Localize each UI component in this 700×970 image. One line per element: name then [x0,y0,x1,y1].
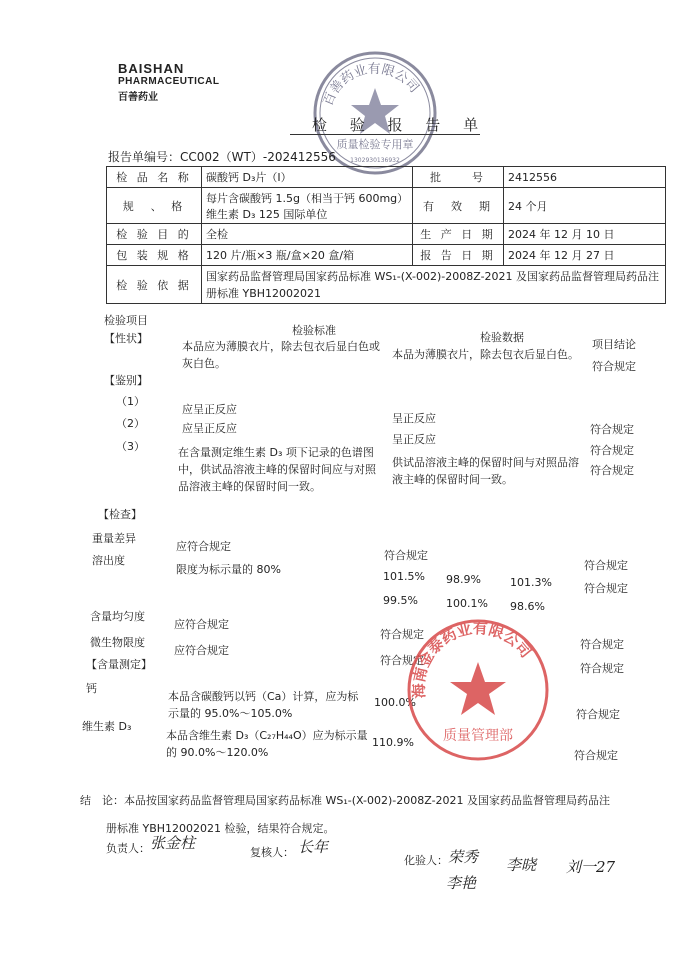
logo-english-sub: PHARMACEUTICAL [118,76,220,87]
column-conclusion: 项目结论 [592,338,636,351]
vitamin-d3-label: 维生素 D₃ [82,720,132,733]
document-title: 检 验 报 告 单 [312,116,488,134]
id-result-3: 符合规定 [590,464,634,477]
dissolution-value-6: 98.6% [510,600,545,613]
report-date-label: 报 告 日 期 [413,245,504,266]
package-value: 120 片/瓶×3 瓶/盒×20 盒/箱 [202,245,413,266]
conclusion-line-2: 册标准 YBH12002021 检验，结果符合规定。 [106,822,335,835]
id-result-2: 符合规定 [590,444,634,457]
id-std-1: 应呈正反应 [182,403,237,416]
dissolution-value-4: 99.5% [383,594,418,607]
dissolution-label: 溶出度 [92,554,125,567]
calcium-label: 钙 [86,682,97,695]
id-std-2: 应呈正反应 [182,422,237,435]
batch-value: 2412556 [504,167,666,188]
production-date-value: 2024 年 12 月 10 日 [504,224,666,245]
svg-text:1302930136932: 1302930136932 [350,157,400,164]
uniformity-label: 含量均匀度 [90,610,145,623]
tester-signature-3: 李晓 [506,856,537,874]
vitamin-d3-data: 110.9% [372,736,414,749]
vitamin-d3-standard: 本品含维生素 D₃（C₂₇H₄₄O）应为标示量的 90.0%～120.0% [166,729,368,759]
microbial-standard: 应符合规定 [174,644,229,657]
spec-line-1: 每片含碳酸钙 1.5g（相当于钙 600mg） [206,191,409,205]
spec-value [202,188,413,224]
tester-signature-date: 刘一27 [566,858,616,876]
logo-english: BAISHAN [118,61,185,76]
spec-label: 规 、 格 [107,188,202,224]
package-label: 包 装 规 格 [107,245,202,266]
calcium-standard: 本品含碳酸钙以钙（Ca）计算，应为标示量的 95.0%～105.0% [168,690,359,720]
tester-signature-2: 李艳 [446,874,477,892]
production-date-label: 生 产 日 期 [413,224,504,245]
microbial-label: 微生物限度 [90,636,145,649]
weight-data: 符合规定 [384,549,428,562]
title-underline [290,134,480,135]
id-result-1: 符合规定 [590,423,634,436]
id-num-3: （3） [116,440,145,453]
basis-value: 国家药品监督管理局国家药品标准 WS₁-(X-002)-2008Z-2021 及国家药品监督管理局药品注册标准 YBH12002021 [202,266,666,304]
validity-label: 有 效 期 [413,188,504,224]
dissolution-value-5: 100.1% [446,597,488,610]
dissolution-value-3: 101.3% [510,576,552,589]
dissolution-result: 符合规定 [584,582,628,595]
validity-value: 24 个月 [504,188,666,224]
section-check: 【检查】 [98,508,142,521]
id-data-1: 呈正反应 [392,412,436,425]
dissolution-value-1: 101.5% [383,570,425,583]
checker-label: 复核人： [250,846,294,859]
column-standard: 检验标准 [292,324,336,337]
section-assay: 【含量测定】 [86,658,152,671]
calcium-result: 符合规定 [576,708,620,721]
responsible-signature: 张金柱 [150,834,196,852]
column-item: 检验项目 [104,314,148,327]
uniformity-standard: 应符合规定 [174,618,229,631]
id-std-3: 在含量测定维生素 D₃ 项下记录的色谱图中，供试品溶液主峰的保留时间应与对照品溶液主峰的保留时间一致。 [178,446,376,493]
checker-signature: 长年 [298,838,329,856]
purpose-label: 检 验 目 的 [107,224,202,245]
responsible-label: 负责人： [106,842,150,855]
product-label: 检 品 名 称 [107,167,202,188]
purpose-value: 全检 [202,224,413,245]
dissolution-value-2: 98.9% [446,573,481,586]
logo-chinese: 百善药业 [118,92,158,103]
properties-standard: 本品应为薄膜衣片，除去包衣后显白色或灰白色。 [182,340,380,370]
id-data-3: 供试品溶液主峰的保留时间与对照品溶液主峰的保留时间一致。 [392,456,579,486]
calcium-data: 100.0% [374,696,416,709]
id-data-2: 呈正反应 [392,433,436,446]
header-table [106,166,666,304]
product-value: 碳酸钙 D₃片（Ⅰ） [202,167,413,188]
dissolution-standard: 限度为标示量的 80% [176,563,281,576]
column-data: 检验数据 [480,331,524,344]
svg-text:质量管理部: 质量管理部 [443,728,513,744]
conclusion-line-1: 结 论：本品按国家药品监督管理局国家药品标准 WS₁-(X-002)-2008Z-2021 及国家药品监督管理局药品注 [80,794,611,807]
microbial-data: 符合规定 [380,654,424,667]
spec-line-2: 维生素 D₃ 125 国际单位 [206,207,328,221]
tester-signature-1: 荣秀 [448,848,479,866]
uniformity-result: 符合规定 [580,638,624,651]
report-number: 报告单编号：CC002（WT）-202412556 [108,150,336,164]
id-num-1: （1） [116,395,145,408]
microbial-result: 符合规定 [580,662,624,675]
batch-label: 批 号 [413,167,504,188]
section-identification: 【鉴别】 [104,374,148,387]
section-properties: 【性状】 [104,332,148,345]
svg-text:百善药业有限公司: 百善药业有限公司 [320,61,422,109]
basis-label: 检 验 依 据 [107,266,202,304]
weight-standard: 应符合规定 [176,540,231,553]
svg-text:海南金泰药业有限公司: 海南金泰药业有限公司 [409,619,536,700]
properties-data: 本品为薄膜衣片，除去包衣后显白色。 [392,348,579,361]
weight-result: 符合规定 [584,559,628,572]
id-num-2: （2） [116,417,145,430]
properties-result: 符合规定 [592,360,636,373]
report-date-value: 2024 年 12 月 27 日 [504,245,666,266]
tester-label: 化验人： [404,854,448,867]
quality-seal-bottom [404,616,552,764]
uniformity-data: 符合规定 [380,628,424,641]
weight-label: 重量差异 [92,532,136,545]
vitamin-d3-result: 符合规定 [574,749,618,762]
svg-text:质量检验专用章: 质量检验专用章 [336,138,414,151]
